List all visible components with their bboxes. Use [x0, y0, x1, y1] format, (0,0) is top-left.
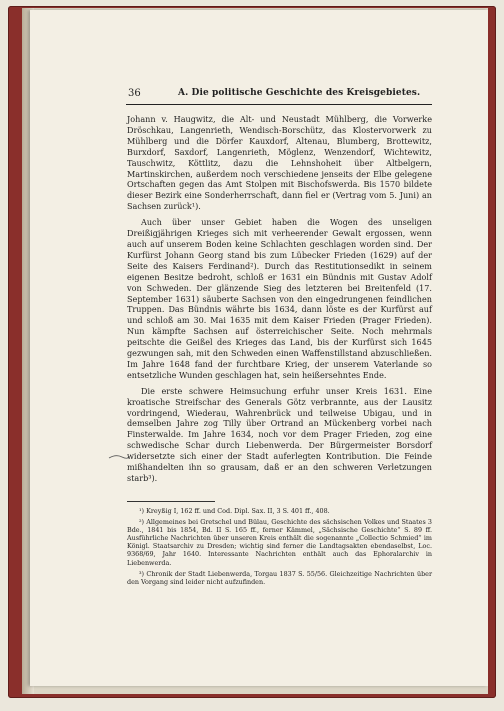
footnote-rule [127, 501, 215, 502]
body-text [127, 114, 432, 489]
header-rule [126, 104, 432, 105]
paragraph: Johann v. Haugwitz, die Alt- und Neustadt Mühlberg, die Vorwerke Dröschkau, Langenrieth, Wendisch-Borschütz, das Klostervorwerk zu Mühlberg und die Dörfer Kauxdorf, Altenau, Blumberg, Brottewitz, Burxdorf, Saxdorf, Langenrieth, Möglenz, Wenzendorf, Wichtewitz, Tauschwitz, Köttlitz, dazu die Lehnshoheit über Altbelgern, Martinskirchen, außerdem noch verschiedene jenseits der Elbe gelegene Ortschaften gegen das Amt Stolpen mit Bischofswerda. Bis 1570 bildete dieser Bezirk eine Sonderherrschaft, dann fiel er (Vertrag vom 5. Juni) an Sachsen zurück¹). [127, 114, 432, 212]
footnote: ¹) Kreyßig I, 162 ff. und Cod. Dipl. Sax. II, 3 S. 401 ff., 408. [139, 507, 330, 515]
running-title: A. Die politische Geschichte des Kreisgebietes. [178, 88, 421, 98]
footnote: ²) Allgemeines bei Gretschel und Bülau, Geschichte des sächsischen Volkes und Staates 3 Bde., 1841 bis 1854, Bd. II S. 165 ff., ferner Kämmel, „Sächsische Geschichte“ S. 89 ff. Ausführliche Nachrichten über unseren Kreis enthält die sogenannte „Collectio Schmied“ im Königl. Staatsarchiv zu Dresden; wichtig sind ferner die Landtagsakten ebendaselbst, Loc. 9368/69, Jahr 1640. Interessante Nachrichten enthält auch das Ephoralarchiv in Liebenwerda. [127, 518, 432, 567]
footnotes [127, 507, 432, 589]
pen-mark [108, 452, 130, 462]
page-number: 36 [128, 88, 141, 99]
footnote: ³) Chronik der Stadt Liebenwerda, Torgau 1837 S. 55/56. Gleichzeitige Nachrichten über den Vorgang sind leider nicht aufzufinden. [127, 569, 432, 586]
paragraph: Auch über unser Gebiet haben die Wogen des unseligen Dreißigjährigen Krieges sich mit verheerender Gewalt ergossen, wenn auch auf unserem Boden keine Schlachten geschlagen worden sind. Der Kurfürst Johann Georg stand bis zum Lübecker Frieden (1629) auf der Seite des Kaisers Ferdinand²). Durch das Restitutionsedikt in seinem eigenen Besitze bedroht, schloß er 1631 ein Bündnis mit Gustav Adolf von Schweden. Der glänzende Sieg des letzteren bei Breitenfeld (17. September 1631) säuberte Sachsen von den eingedrungenen feindlichen Truppen. Das Bündnis währte bis 1634, dann löste es der Kurfürst auf und schloß am 30. Mai 1635 mit dem Kaiser Frieden (Prager Frieden). Nun kämpfte Sachsen auf österreichischer Seite. Noch mehrmals peitschte die Geißel des Krieges das Land, bis der Kurfürst sich 1645 gezwungen sah, mit den Schweden einen Waffenstillstand abzuschließen. Im Jahre 1648 fand der furchtbare Krieg, der unserem Vaterlande so entsetzliche Wunden geschlagen hat, sein heißersehntes Ende. [127, 217, 432, 380]
paragraph: Die erste schwere Heimsuchung erfuhr unser Kreis 1631. Eine kroatische Streifschar des Generals Götz verbrannte, aus der Lausitz vordringend, Wiederau, Wahrenbrück und teilweise Ubigau, und in demselben Jahre zog Tilly über Ortrand an Mückenberg vorbei nach Finsterwalde. Im Jahre 1634, noch vor dem Prager Frieden, zog eine schwedische Schar durch Liebenwerda. Der Bürgermeister Borsdorf widersetzte sich einer der Stadt auferlegten Kontribution. Die Feinde mißhandelten ihn so grausam, daß er an den schweren Verletzungen starb³). [127, 385, 432, 483]
